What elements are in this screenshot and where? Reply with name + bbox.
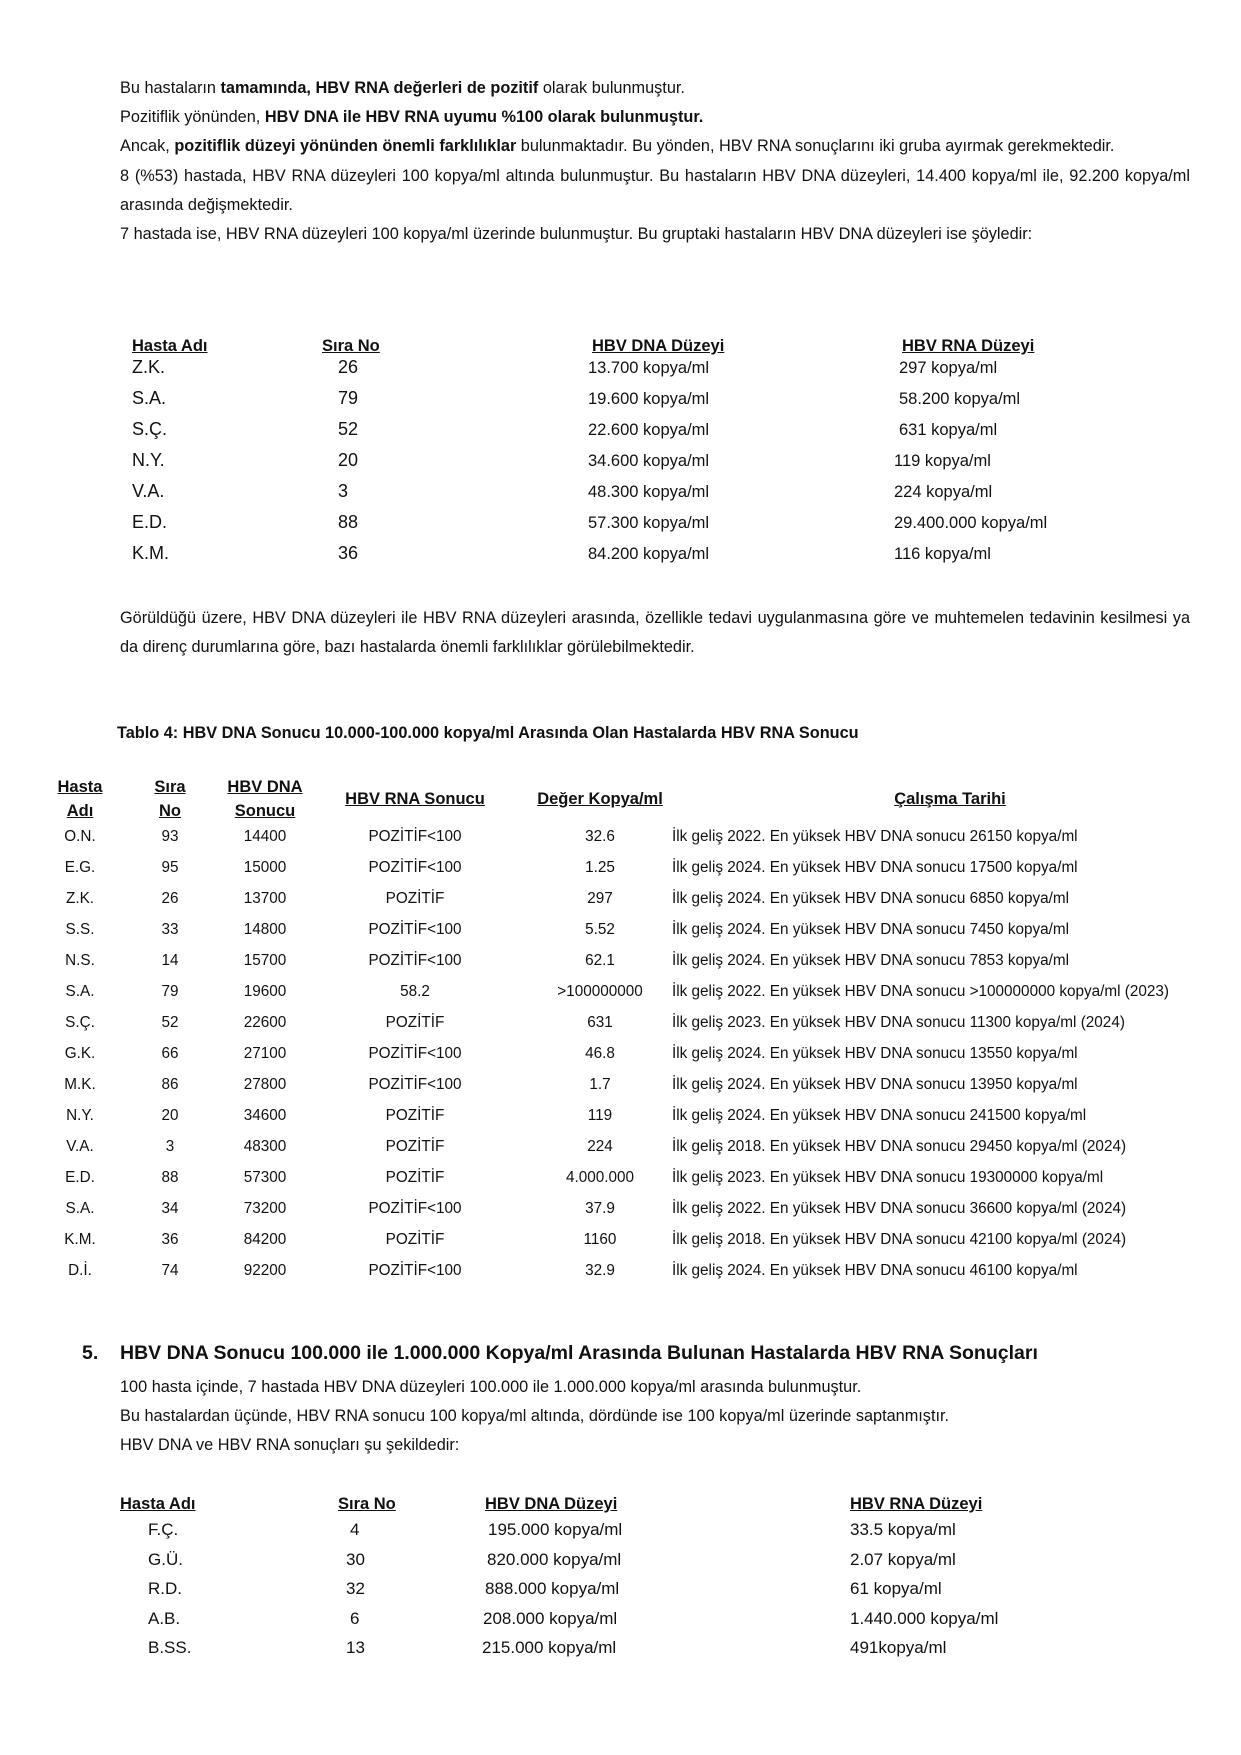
dna-result: 34600 [243,1107,287,1124]
patient-name: R.D. [148,1579,182,1598]
table-row [40,1262,1240,1293]
header-patient-name: Hasta Adı [132,337,208,355]
copy-value: 297 [587,890,613,907]
order-no: 6 [350,1608,360,1628]
patient-name: K.M. [132,543,170,563]
table-row [40,828,1240,859]
table-row [40,1169,1240,1200]
table-row [40,1200,1240,1231]
patient-name: S.A. [132,388,167,408]
dna-level: 820.000 kopya/ml [487,1549,622,1569]
dna-result: 84200 [243,1231,287,1248]
order-no: 13 [346,1638,365,1657]
intro-paragraph-2: Pozitiflik yönünden, HBV DNA ile HBV RNA uyumu %100 olarak bulunmuştur. [120,108,704,127]
patient-name: O.N. [64,828,96,845]
copy-value: >100000000 [557,983,643,1000]
order-no: 88 [338,512,359,532]
rna-level: 61 kopya/ml [850,1579,942,1598]
order-no: 26 [338,357,359,377]
header-rna-level: HBV RNA Düzeyi [902,337,1035,355]
rna-level: 119 kopya/ml [894,452,991,470]
rna-result: POZİTİF<100 [368,1076,462,1093]
dna-result: 73200 [243,1200,287,1217]
dna-level: 48.300 kopya/ml [588,483,710,501]
patient-name: M.K. [64,1076,96,1093]
rna-level: 2.07 kopya/ml [850,1549,956,1569]
order-no: 52 [338,419,359,439]
study-note: İlk geliş 2024. En yüksek HBV DNA sonucu 241500 kopya/ml [672,1107,1087,1124]
rna-result: POZİTİF<100 [368,828,462,845]
intro-paragraph-3: Ancak, pozitiflik düzeyi yönünden önemli farklılıklar bulunmaktadır. Bu yönden, HBV RNA sonuçlarını iki gruba ayırmak gerekmektedir. [120,137,1115,156]
copy-value: 62.1 [585,952,615,969]
copy-value: 119 [587,1107,613,1124]
order-no: 95 [161,859,179,876]
study-note: İlk geliş 2018. En yüksek HBV DNA sonucu 42100 kopya/ml (2024) [672,1231,1127,1248]
table-row [40,1045,1240,1076]
study-note: İlk geliş 2024. En yüksek HBV DNA sonucu 46100 kopya/ml [672,1262,1078,1279]
patient-name: E.D. [132,512,168,532]
table-row [40,1138,1240,1169]
order-no: 20 [161,1107,179,1124]
patient-name: E.G. [64,859,96,876]
patient-name: B.SS. [148,1638,192,1657]
discussion-paragraph: Görüldüğü üzere, HBV DNA düzeyleri ile HBV RNA düzeyleri arasında, özellikle tedavi uygulanmasına göre ve muhtemelen tedavinin kesilmesi ya da direnç durumlarına göre, bazı hastalarda önemli farklılıklar görülebilmektedir. [120,609,1190,656]
patient-name: G.K. [64,1045,96,1062]
dna-result: 13700 [243,890,287,907]
intro-paragraph-1: Bu hastaların tamamında, HBV RNA değerleri de pozitif olarak bulunmuştur. [120,79,685,97]
copy-value: 631 [587,1014,613,1031]
rna-result: POZİTİF [385,1169,445,1186]
rna-result: POZİTİF<100 [368,1200,462,1217]
dna-level: 13.700 kopya/ml [588,359,710,377]
header-study-date: Çalışma Tarihi [894,790,1006,808]
rna-result: POZİTİF [385,1231,445,1248]
patient-name: S.A. [65,983,95,1000]
intro-paragraph-4: 8 (%53) hastada, HBV RNA düzeyleri 100 kopya/ml altında bulunmuştur. Bu hastaların HBV DNA düzeyleri, 14.400 kopya/ml ile, 92.200 kopya/ml arasında değişmektedir. [120,166,1190,214]
rna-result: POZİTİF [385,1107,445,1124]
copy-value: 4.000.000 [565,1169,635,1186]
order-no: 79 [338,388,359,408]
order-no: 4 [350,1520,360,1539]
dna-level: 57.300 kopya/ml [588,514,710,532]
dna-result: 22600 [243,1014,287,1031]
study-note: İlk geliş 2024. En yüksek HBV DNA sonucu 13550 kopya/ml [672,1045,1078,1062]
rna-level: 1.440.000 kopya/ml [850,1608,999,1628]
patient-name: E.D. [65,1169,95,1186]
order-no: 36 [161,1231,179,1248]
order-no: 79 [161,983,179,1000]
copy-value: 1160 [583,1231,617,1248]
patient-name: N.Y. [132,450,165,470]
dna-result: 15000 [243,859,287,876]
patient-name: V.A. [66,1138,94,1155]
patient-name: D.İ. [68,1262,92,1279]
table-row [40,921,1240,952]
rna-result: POZİTİF<100 [368,1045,462,1062]
study-note: İlk geliş 2022. En yüksek HBV DNA sonucu 36600 kopya/ml (2024) [672,1200,1127,1217]
patient-name: A.B. [148,1608,181,1628]
rna-level: 33.5 kopya/ml [850,1520,956,1539]
dna-result: 27800 [243,1076,287,1093]
dna-level: 208.000 kopya/ml [483,1608,618,1628]
study-note: İlk geliş 2018. En yüksek HBV DNA sonucu 29450 kopya/ml (2024) [672,1138,1127,1155]
dna-level: 215.000 kopya/ml [482,1638,617,1657]
header-dna-level: HBV DNA Düzeyi [485,1495,618,1513]
dna-result: 92200 [243,1262,287,1279]
patient-name: S.A. [65,1200,95,1217]
copy-value: 1.7 [589,1076,611,1093]
study-note: İlk geliş 2024. En yüksek HBV DNA sonucu 7853 kopya/ml [672,952,1070,969]
order-no: 3 [165,1138,175,1155]
dna-result: 14400 [243,828,287,845]
rna-level: 116 kopya/ml [894,545,991,563]
table-row [40,1014,1240,1045]
header-order-no: Sıra No [338,1495,396,1513]
study-note: İlk geliş 2022. En yüksek HBV DNA sonucu 26150 kopya/ml [672,828,1078,845]
copy-value: 46.8 [585,1045,615,1062]
intro-text [120,74,1190,249]
order-no: 74 [161,1262,179,1279]
rna-result: 58.2 [400,983,430,1000]
order-no: 14 [161,952,179,969]
dna-level: 19.600 kopya/ml [588,390,710,408]
study-note: İlk geliş 2024. En yüksek HBV DNA sonucu 7450 kopya/ml [672,921,1070,938]
patient-name: N.S. [65,952,95,969]
copy-value: 224 [587,1138,613,1155]
study-note: İlk geliş 2023. En yüksek HBV DNA sonucu 11300 kopya/ml (2024) [672,1014,1125,1031]
order-no: 36 [338,543,359,563]
table-row [40,859,1240,890]
table-caption: Tablo 4: HBV DNA Sonucu 10.000-100.000 kopya/ml Arasında Olan Hastalarda HBV RNA Sonucu [117,724,859,742]
order-no: 66 [161,1045,179,1062]
section-5-text: 100 hasta içinde, 7 hastada HBV DNA düzeyleri 100.000 ile 1.000.000 kopya/ml arasında bulunmuştur. Bu hastalardan üçünde, HBV RNA sonucu 100 kopya/ml altında, dördünde ise 100 kopya/ml üzerinde saptanmıştır. HBV DNA ve HBV RNA sonuçları şu şekildedir: [120,1378,950,1454]
order-no: 3 [338,481,349,501]
order-no: 33 [161,921,179,938]
rna-level: 297 kopya/ml [899,359,998,377]
patient-name: V.A. [132,481,165,501]
patient-name: S.Ç. [132,419,168,439]
patient-name: K.M. [64,1231,96,1248]
dna-level: 888.000 kopya/ml [485,1579,620,1598]
section-5-heading: 5. HBV DNA Sonucu 100.000 ile 1.000.000 Kopya/ml Arasında Bulunan Hastalarda HBV RNA Sonuçları [82,1342,1038,1364]
rna-level: 491kopya/ml [850,1638,947,1657]
patient-name: Z.K. [65,890,95,907]
copy-value: 1.25 [585,859,615,876]
order-no: 20 [338,450,359,470]
rna-result: POZİTİF [385,1138,445,1155]
rna-level: 29.400.000 kopya/ml [894,514,1048,532]
dna-level: 34.600 kopya/ml [588,452,710,470]
copy-value: 32.9 [585,1262,615,1279]
order-no: 32 [346,1579,365,1598]
dna-level: 22.600 kopya/ml [588,421,710,439]
rna-level: 58.200 kopya/ml [899,390,1021,408]
study-note: İlk geliş 2022. En yüksek HBV DNA sonucu >100000000 kopya/ml (2023) [672,983,1170,1000]
header-rna-level: HBV RNA Düzeyi [850,1495,983,1513]
order-no: 34 [161,1200,179,1217]
patient-name: F.Ç. [148,1520,179,1539]
header-rna-result: HBV RNA Sonucu [345,790,485,808]
header-order-no: Sıra No [322,337,380,355]
dna-result: 27100 [243,1045,287,1062]
order-no: 88 [161,1169,179,1186]
study-note: İlk geliş 2024. En yüksek HBV DNA sonucu 13950 kopya/ml [672,1076,1078,1093]
copy-value: 32.6 [585,828,615,845]
header-order-no: Sıra No [154,778,186,820]
table-row [40,952,1240,983]
rna-result: POZİTİF<100 [368,859,462,876]
order-no: 26 [161,890,179,907]
patient-name: S.S. [65,921,95,938]
table-row [40,1076,1240,1107]
dna-level: 195.000 kopya/ml [488,1520,623,1539]
header-patient-name: Hasta Adı [57,778,103,820]
rna-level: 224 kopya/ml [894,483,993,501]
study-note: İlk geliş 2024. En yüksek HBV DNA sonucu 17500 kopya/ml [672,859,1078,876]
dna-result: 48300 [243,1138,287,1155]
copy-value: 37.9 [585,1200,615,1217]
rna-result: POZİTİF<100 [368,921,462,938]
rna-result: POZİTİF [385,890,445,907]
copy-value: 5.52 [585,921,615,938]
table-row [40,983,1240,1014]
header-value: Değer Kopya/ml [537,790,663,808]
header-dna-result: HBV DNA Sonucu [227,778,303,820]
rna-level: 631 kopya/ml [899,421,998,439]
header-patient-name: Hasta Adı [120,1495,196,1513]
order-no: 86 [161,1076,179,1093]
dna-result: 19600 [243,983,287,1000]
dna-result: 57300 [243,1169,287,1186]
intro-paragraph-5: 7 hastada ise, HBV RNA düzeyleri 100 kopya/ml üzerinde bulunmuştur. Bu gruptaki hastaların HBV DNA düzeyleri ise şöyledir: [120,225,1033,244]
patient-name: S.Ç. [65,1014,95,1031]
patient-name: Z.K. [132,357,166,377]
order-no: 30 [346,1549,365,1569]
study-note: İlk geliş 2024. En yüksek HBV DNA sonucu 6850 kopya/ml [672,890,1070,907]
dna-level: 84.200 kopya/ml [588,545,710,563]
table-row [40,890,1240,921]
study-note: İlk geliş 2023. En yüksek HBV DNA sonucu 19300000 kopya/ml [672,1169,1104,1186]
rna-result: POZİTİF [385,1014,445,1031]
order-no: 93 [161,828,179,845]
patient-name: G.Ü. [148,1549,183,1569]
dna-result: 14800 [243,921,287,938]
table-row [40,1107,1240,1138]
header-dna-level: HBV DNA Düzeyi [592,337,725,355]
rna-result: POZİTİF<100 [368,1262,462,1279]
patient-name: N.Y. [66,1107,94,1124]
order-no: 52 [161,1014,179,1031]
rna-result: POZİTİF<100 [368,952,462,969]
table-row [40,1231,1240,1262]
dna-result: 15700 [243,952,287,969]
